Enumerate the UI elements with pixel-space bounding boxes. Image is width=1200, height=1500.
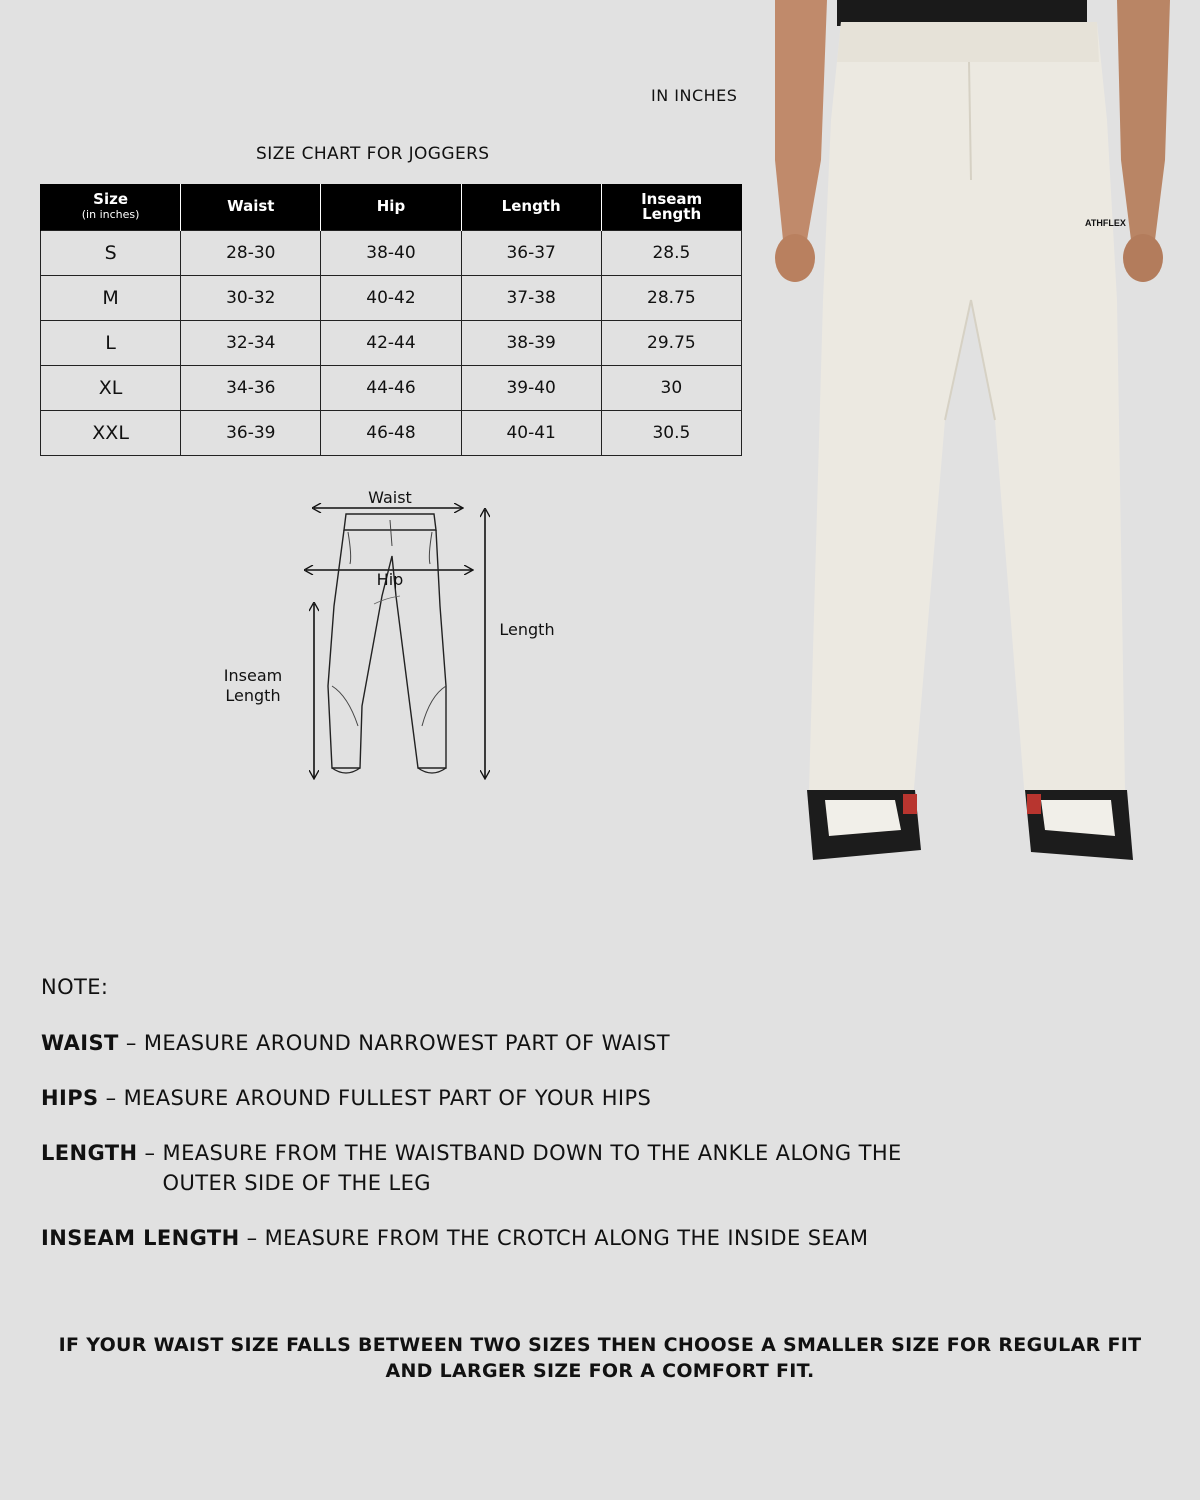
cell-length: 39-40 (461, 365, 601, 410)
table-row (41, 365, 742, 410)
chart-title: SIZE CHART FOR JOGGERS (256, 144, 490, 164)
note-definition: MEASURE FROM THE WAISTBAND DOWN TO THE ANKLE ALONG THE OUTER SIDE OF THE LEG (162, 1141, 902, 1195)
note-definition: MEASURE AROUND FULLEST PART OF YOUR HIPS (123, 1086, 652, 1110)
model-jogger-image (745, 0, 1200, 870)
cell-size: L (41, 320, 181, 365)
cell-length: 38-39 (461, 320, 601, 365)
header-length: Length (461, 184, 601, 230)
header-hip: Hip (321, 184, 461, 230)
cell-waist: 36-39 (181, 410, 321, 455)
cell-inseam: 30.5 (601, 410, 741, 455)
header-waist: Waist (181, 184, 321, 230)
header-size: Size (in inches) (41, 184, 181, 230)
note-term: HIPS (41, 1086, 99, 1110)
cell-size: XXL (41, 410, 181, 455)
cell-size: S (41, 230, 181, 275)
note-inseam-length: INSEAM LENGTH – MEASURE FROM THE CROTCH ALONG THE INSIDE SEAM (41, 1223, 1041, 1253)
size-chart-table (40, 184, 742, 456)
cell-hip: 40-42 (321, 275, 461, 320)
note-definition: MEASURE FROM THE CROTCH ALONG THE INSIDE SEAM (264, 1226, 869, 1250)
note-term: LENGTH (41, 1141, 138, 1165)
diagram-label-inseam (214, 666, 292, 706)
cell-hip: 38-40 (321, 230, 461, 275)
units-label: IN INCHES (651, 86, 738, 105)
fit-advice: IF YOUR WAIST SIZE FALLS BETWEEN TWO SIZES THEN CHOOSE A SMALLER SIZE FOR REGULAR FIT AND LARGER SIZE FOR A COMFORT FIT. (58, 1334, 1142, 1382)
diagram-label-inseam-line1: Inseam (223, 666, 283, 685)
cell-inseam: 28.5 (601, 230, 741, 275)
cell-size: M (41, 275, 181, 320)
diagram-label-hip: Hip (376, 570, 404, 589)
cell-length: 40-41 (461, 410, 601, 455)
note-term: WAIST (41, 1031, 119, 1055)
cell-waist: 30-32 (181, 275, 321, 320)
diagram-label-waist: Waist (368, 488, 412, 507)
cell-waist: 32-34 (181, 320, 321, 365)
notes-heading: NOTE: (41, 975, 109, 999)
cell-length: 36-37 (461, 230, 601, 275)
brand-logo: ATHFLEX (1085, 218, 1126, 228)
note-definition: MEASURE AROUND NARROWEST PART OF WAIST (143, 1031, 670, 1055)
note-term: INSEAM LENGTH (41, 1226, 240, 1250)
note-waist: WAIST – MEASURE AROUND NARROWEST PART OF WAIST (41, 1028, 1041, 1058)
table-header-row (41, 184, 742, 230)
product-photo (745, 0, 1200, 870)
note-length: LENGTH – MEASURE FROM THE WAISTBAND DOWN TO THE ANKLE ALONG THE OUTER SIDE OF THE LEG (41, 1138, 1041, 1198)
cell-waist: 34-36 (181, 365, 321, 410)
cell-size: XL (41, 365, 181, 410)
table-row (41, 320, 742, 365)
cell-hip: 42-44 (321, 320, 461, 365)
cell-hip: 44-46 (321, 365, 461, 410)
diagram-label-inseam-line2: Length (225, 686, 281, 705)
cell-inseam: 28.75 (601, 275, 741, 320)
diagram-label-length: Length (499, 620, 555, 639)
table-row (41, 410, 742, 455)
table-row (41, 230, 742, 275)
note-hips: HIPS – MEASURE AROUND FULLEST PART OF YOUR HIPS (41, 1083, 1041, 1113)
cell-inseam: 30 (601, 365, 741, 410)
cell-waist: 28-30 (181, 230, 321, 275)
table-row (41, 275, 742, 320)
header-inseam-length: Inseam Length (601, 184, 741, 230)
cell-hip: 46-48 (321, 410, 461, 455)
notes-section (41, 975, 1041, 1278)
cell-inseam: 29.75 (601, 320, 741, 365)
cell-length: 37-38 (461, 275, 601, 320)
measurement-diagram (210, 486, 570, 786)
